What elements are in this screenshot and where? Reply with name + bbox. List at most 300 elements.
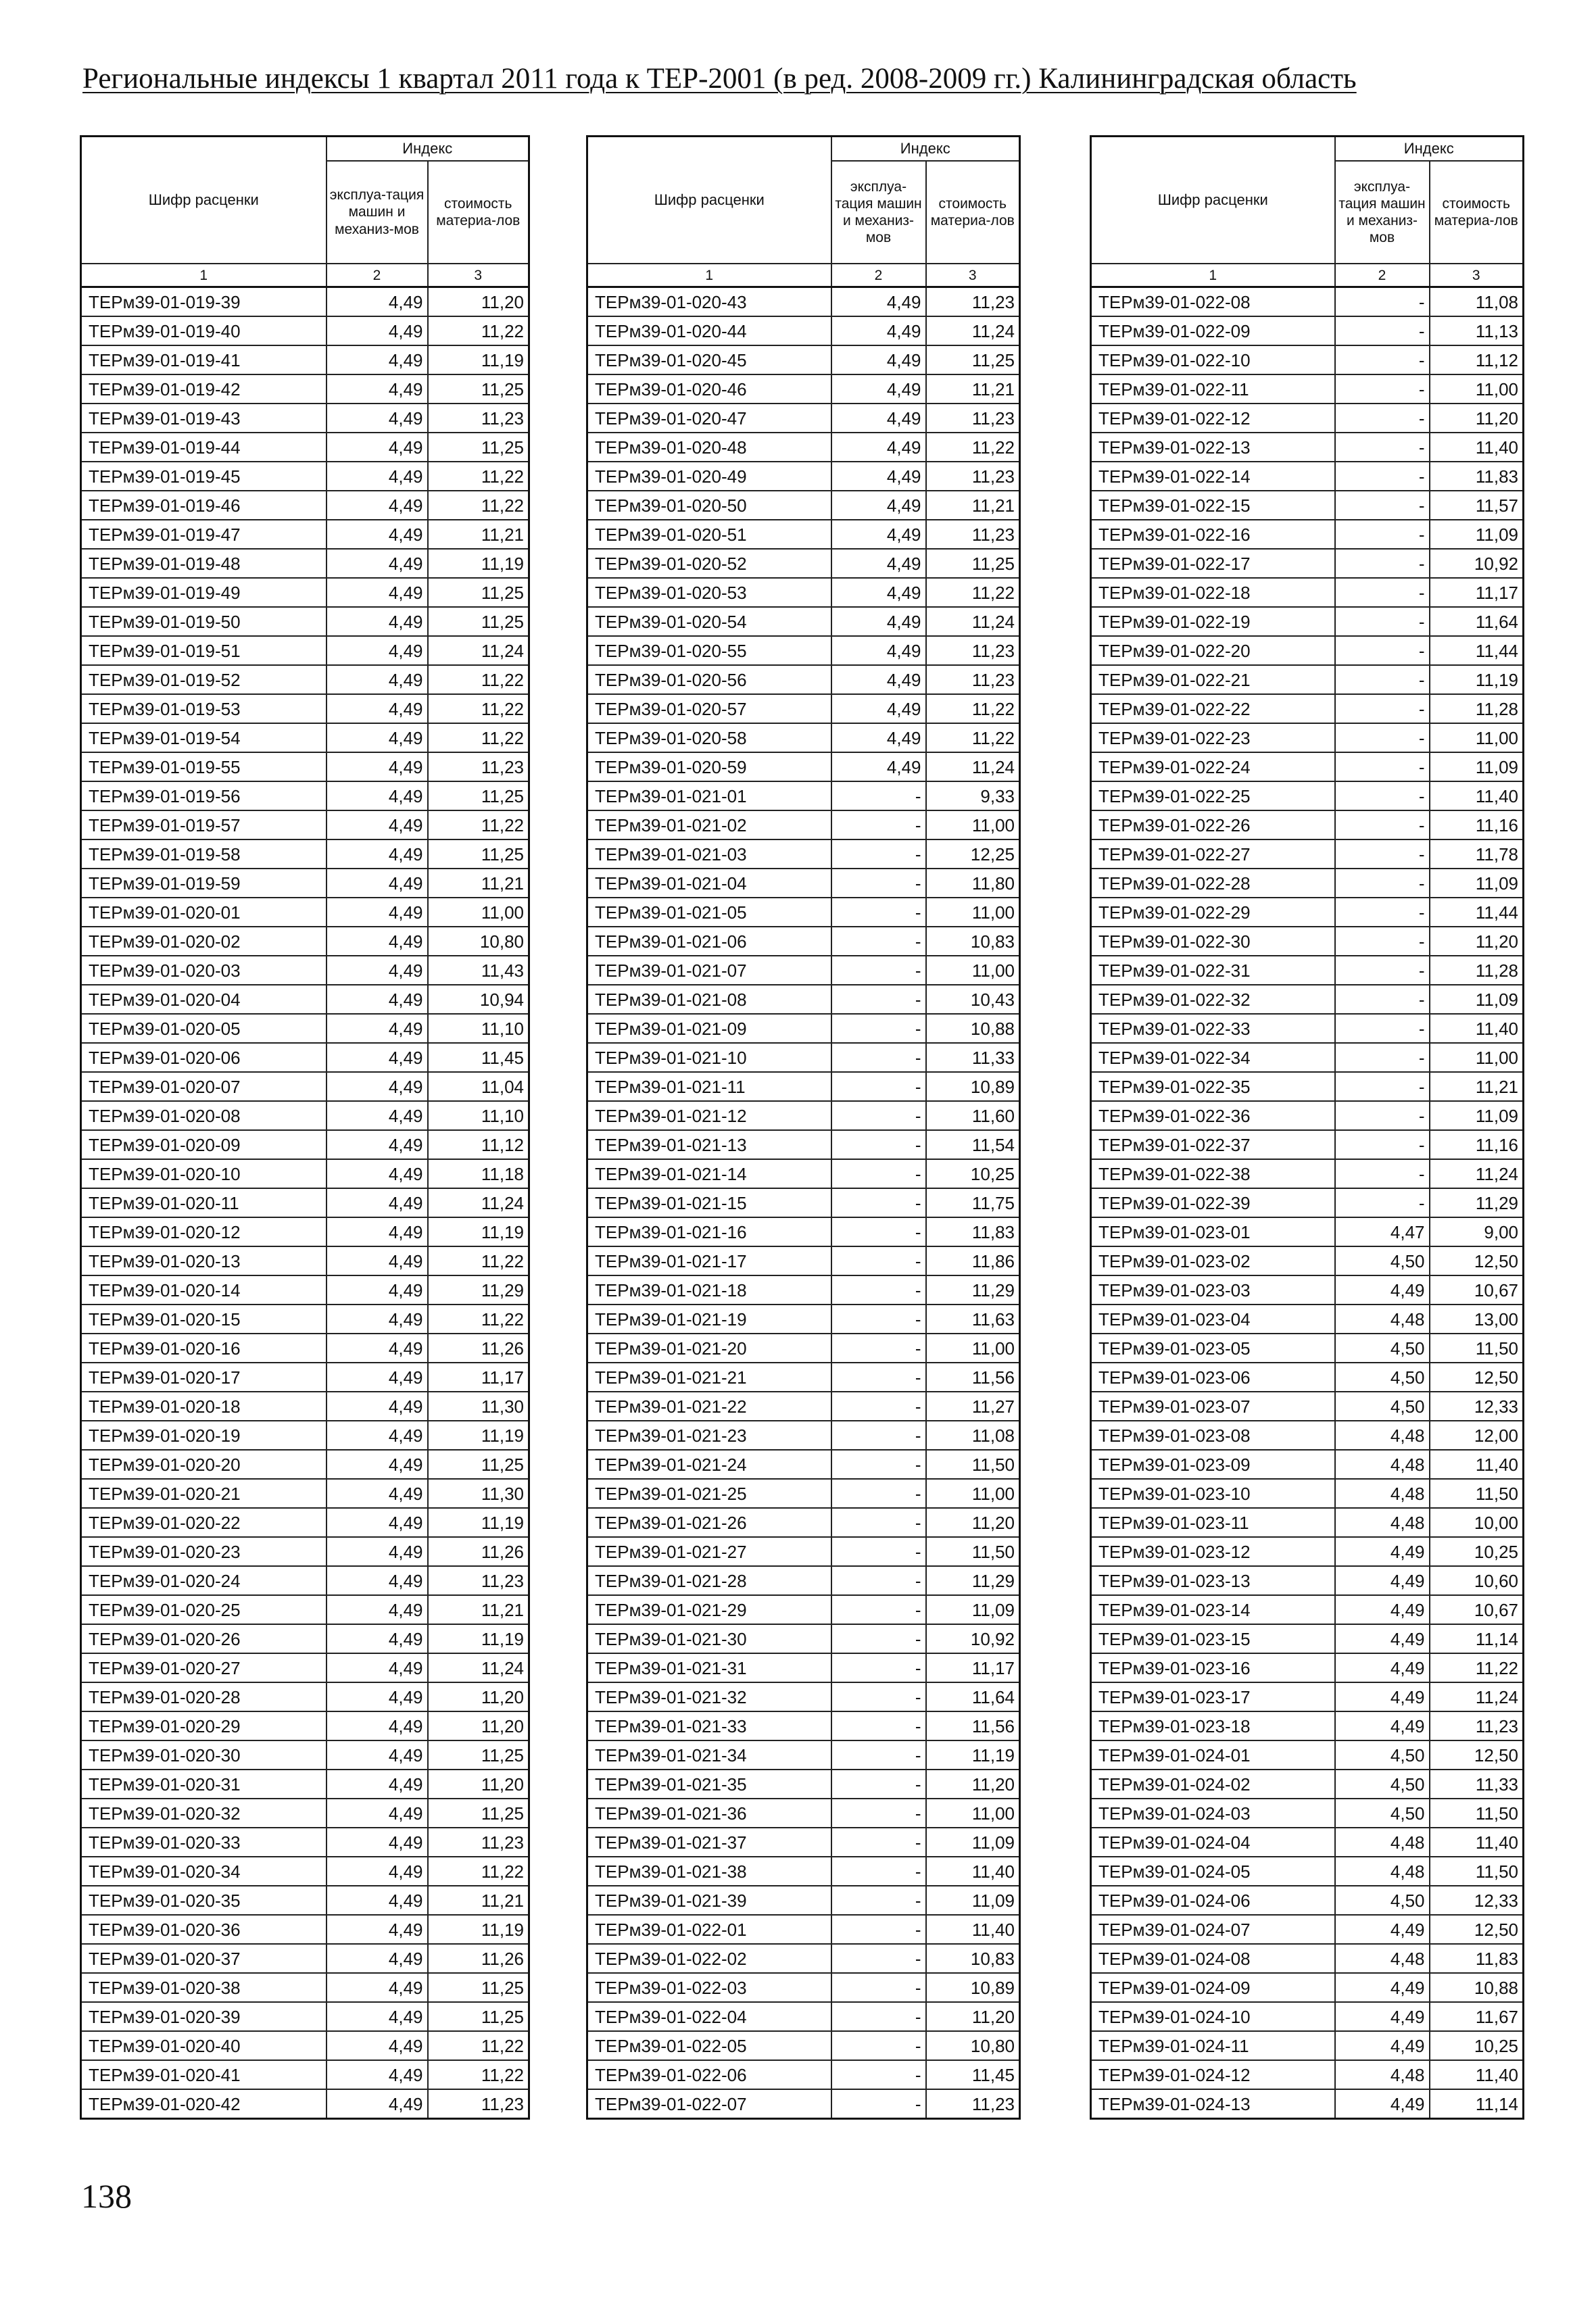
table-row bbox=[587, 404, 1020, 433]
rate-code-cell: ТЕРм39-01-019-39 bbox=[81, 287, 327, 317]
machine-index-cell: 4,49 bbox=[1335, 1973, 1430, 2002]
machine-index-cell: 4,49 bbox=[327, 433, 428, 462]
rate-code-cell: ТЕРм39-01-020-21 bbox=[81, 1479, 327, 1508]
rate-code-cell: ТЕРм39-01-023-15 bbox=[1091, 1624, 1335, 1653]
table-row bbox=[1091, 694, 1524, 723]
rate-code-cell: ТЕРм39-01-019-48 bbox=[81, 549, 327, 578]
rate-code-cell: ТЕРм39-01-022-35 bbox=[1091, 1072, 1335, 1101]
header-col-number: 2 bbox=[831, 264, 926, 287]
table-row bbox=[81, 2031, 529, 2060]
rate-code-cell: ТЕРм39-01-024-07 bbox=[1091, 1915, 1335, 1944]
material-index-cell: 11,45 bbox=[926, 2060, 1020, 2089]
machine-index-cell: - bbox=[1335, 1072, 1430, 1101]
rate-code-cell: ТЕРм39-01-019-53 bbox=[81, 694, 327, 723]
rate-code-cell: ТЕРм39-01-021-08 bbox=[587, 985, 831, 1014]
rate-code-cell: ТЕРм39-01-020-05 bbox=[81, 1014, 327, 1043]
rate-code-cell: ТЕРм39-01-022-39 bbox=[1091, 1188, 1335, 1217]
table-row bbox=[81, 839, 529, 869]
rate-code-cell: ТЕРм39-01-020-20 bbox=[81, 1450, 327, 1479]
material-index-cell: 12,00 bbox=[1430, 1421, 1524, 1450]
machine-index-cell: - bbox=[1335, 374, 1430, 404]
table-row bbox=[587, 1595, 1020, 1624]
rate-code-cell: ТЕРм39-01-020-48 bbox=[587, 433, 831, 462]
material-index-cell: 11,86 bbox=[926, 1246, 1020, 1275]
material-index-cell: 11,40 bbox=[1430, 1014, 1524, 1043]
table-row bbox=[1091, 1944, 1524, 1973]
table-row bbox=[1091, 1682, 1524, 1711]
machine-index-cell: 4,50 bbox=[1335, 1886, 1430, 1915]
machine-index-cell: 4,49 bbox=[1335, 1566, 1430, 1595]
table-row bbox=[81, 1334, 529, 1363]
material-index-cell: 11,25 bbox=[428, 607, 529, 636]
rate-code-cell: ТЕРм39-01-020-11 bbox=[81, 1188, 327, 1217]
header-index: Индекс bbox=[831, 137, 1020, 162]
material-index-cell: 10,80 bbox=[428, 927, 529, 956]
table-row bbox=[81, 2060, 529, 2089]
material-index-cell: 11,08 bbox=[926, 1421, 1020, 1450]
rate-code-cell: ТЕРм39-01-022-25 bbox=[1091, 781, 1335, 810]
page-title: Региональные индексы 1 квартал 2011 года к ТЕР-2001 (в ред. 2008-2009 гг.) Калининградская область bbox=[82, 63, 1357, 95]
machine-index-cell: 4,47 bbox=[1335, 1217, 1430, 1246]
machine-index-cell: 4,49 bbox=[327, 1421, 428, 1450]
table-row bbox=[81, 636, 529, 665]
table-row bbox=[587, 1188, 1020, 1217]
table-row bbox=[81, 898, 529, 927]
machine-index-cell: 4,49 bbox=[327, 839, 428, 869]
material-index-cell: 11,22 bbox=[428, 810, 529, 839]
material-index-cell: 11,40 bbox=[1430, 1828, 1524, 1857]
machine-index-cell: - bbox=[831, 985, 926, 1014]
machine-index-cell: 4,49 bbox=[1335, 1537, 1430, 1566]
header-materials: стоимость материа-лов bbox=[926, 161, 1020, 264]
material-index-cell: 11,25 bbox=[428, 1799, 529, 1828]
machine-index-cell: 4,49 bbox=[327, 1246, 428, 1275]
material-index-cell: 11,57 bbox=[1430, 491, 1524, 520]
rate-code-cell: ТЕРм39-01-020-31 bbox=[81, 1770, 327, 1799]
machine-index-cell: 4,49 bbox=[1335, 2089, 1430, 2119]
rate-code-cell: ТЕРм39-01-019-46 bbox=[81, 491, 327, 520]
machine-index-cell: 4,49 bbox=[327, 1740, 428, 1770]
machine-index-cell: - bbox=[1335, 869, 1430, 898]
machine-index-cell: 4,49 bbox=[327, 1653, 428, 1682]
material-index-cell: 11,22 bbox=[428, 1857, 529, 1886]
table-row bbox=[81, 752, 529, 781]
table-row bbox=[81, 316, 529, 345]
material-index-cell: 11,21 bbox=[926, 491, 1020, 520]
table-row bbox=[1091, 1711, 1524, 1740]
machine-index-cell: 4,48 bbox=[1335, 1305, 1430, 1334]
rate-code-cell: ТЕРм39-01-020-33 bbox=[81, 1828, 327, 1857]
machine-index-cell: - bbox=[831, 1973, 926, 2002]
rate-code-cell: ТЕРм39-01-020-51 bbox=[587, 520, 831, 549]
machine-index-cell: 4,49 bbox=[327, 1275, 428, 1305]
material-index-cell: 11,50 bbox=[926, 1450, 1020, 1479]
machine-index-cell: 4,49 bbox=[327, 1770, 428, 1799]
material-index-cell: 9,33 bbox=[926, 781, 1020, 810]
rate-code-cell: ТЕРм39-01-020-23 bbox=[81, 1537, 327, 1566]
table-row bbox=[587, 1508, 1020, 1537]
material-index-cell: 11,19 bbox=[428, 1217, 529, 1246]
header-col-number: 2 bbox=[327, 264, 428, 287]
rate-code-cell: ТЕРм39-01-021-35 bbox=[587, 1770, 831, 1799]
material-index-cell: 11,64 bbox=[1430, 607, 1524, 636]
machine-index-cell: 4,49 bbox=[327, 1392, 428, 1421]
rate-code-cell: ТЕРм39-01-021-16 bbox=[587, 1217, 831, 1246]
material-index-cell: 11,40 bbox=[926, 1915, 1020, 1944]
index-table-1 bbox=[80, 135, 530, 2120]
rate-code-cell: ТЕРм39-01-021-01 bbox=[587, 781, 831, 810]
machine-index-cell: 4,49 bbox=[327, 956, 428, 985]
table-row bbox=[587, 1450, 1020, 1479]
table-row bbox=[81, 1653, 529, 1682]
material-index-cell: 10,88 bbox=[926, 1014, 1020, 1043]
table-row bbox=[1091, 1159, 1524, 1188]
table-row bbox=[81, 985, 529, 1014]
machine-index-cell: 4,49 bbox=[327, 2002, 428, 2031]
machine-index-cell: 4,49 bbox=[327, 2031, 428, 2060]
material-index-cell: 11,40 bbox=[1430, 781, 1524, 810]
table-row bbox=[1091, 1072, 1524, 1101]
rate-code-cell: ТЕРм39-01-022-19 bbox=[1091, 607, 1335, 636]
rate-code-cell: ТЕРм39-01-022-16 bbox=[1091, 520, 1335, 549]
material-index-cell: 11,21 bbox=[1430, 1072, 1524, 1101]
material-index-cell: 11,04 bbox=[428, 1072, 529, 1101]
rate-code-cell: ТЕРм39-01-022-21 bbox=[1091, 665, 1335, 694]
material-index-cell: 11,23 bbox=[428, 1828, 529, 1857]
machine-index-cell: 4,49 bbox=[831, 433, 926, 462]
machine-index-cell: 4,48 bbox=[1335, 1944, 1430, 1973]
rate-code-cell: ТЕРм39-01-021-07 bbox=[587, 956, 831, 985]
table-row bbox=[81, 1392, 529, 1421]
rate-code-cell: ТЕРм39-01-020-15 bbox=[81, 1305, 327, 1334]
machine-index-cell: - bbox=[1335, 433, 1430, 462]
header-code: Шифр расценки bbox=[1091, 137, 1335, 264]
header-col-number: 3 bbox=[1430, 264, 1524, 287]
machine-index-cell: 4,49 bbox=[327, 1217, 428, 1246]
table-row bbox=[1091, 607, 1524, 636]
material-index-cell: 11,00 bbox=[1430, 374, 1524, 404]
machine-index-cell: - bbox=[1335, 665, 1430, 694]
material-index-cell: 11,23 bbox=[926, 462, 1020, 491]
material-index-cell: 11,26 bbox=[428, 1537, 529, 1566]
machine-index-cell: 4,49 bbox=[327, 1915, 428, 1944]
table-row bbox=[1091, 1363, 1524, 1392]
material-index-cell: 11,24 bbox=[926, 752, 1020, 781]
header-col-number: 1 bbox=[81, 264, 327, 287]
machine-index-cell: 4,49 bbox=[327, 404, 428, 433]
machine-index-cell: 4,48 bbox=[1335, 1450, 1430, 1479]
table-row bbox=[587, 1653, 1020, 1682]
rate-code-cell: ТЕРм39-01-021-22 bbox=[587, 1392, 831, 1421]
rate-code-cell: ТЕРм39-01-022-09 bbox=[1091, 316, 1335, 345]
table-row bbox=[81, 1421, 529, 1450]
machine-index-cell: 4,49 bbox=[327, 1944, 428, 1973]
machine-index-cell: - bbox=[1335, 462, 1430, 491]
material-index-cell: 11,60 bbox=[926, 1101, 1020, 1130]
material-index-cell: 11,12 bbox=[1430, 345, 1524, 374]
machine-index-cell: - bbox=[831, 1014, 926, 1043]
table-row bbox=[81, 927, 529, 956]
material-index-cell: 11,24 bbox=[926, 316, 1020, 345]
rate-code-cell: ТЕРм39-01-019-58 bbox=[81, 839, 327, 869]
rate-code-cell: ТЕРм39-01-021-09 bbox=[587, 1014, 831, 1043]
rate-code-cell: ТЕРм39-01-021-20 bbox=[587, 1334, 831, 1363]
machine-index-cell: - bbox=[831, 2002, 926, 2031]
table-row bbox=[587, 1828, 1020, 1857]
rate-code-cell: ТЕРм39-01-022-17 bbox=[1091, 549, 1335, 578]
rate-code-cell: ТЕРм39-01-020-38 bbox=[81, 1973, 327, 2002]
rate-code-cell: ТЕРм39-01-021-06 bbox=[587, 927, 831, 956]
material-index-cell: 11,29 bbox=[926, 1275, 1020, 1305]
table-row bbox=[587, 752, 1020, 781]
rate-code-cell: ТЕРм39-01-023-10 bbox=[1091, 1479, 1335, 1508]
material-index-cell: 11,10 bbox=[428, 1101, 529, 1130]
table-row bbox=[81, 1130, 529, 1159]
table-row bbox=[81, 1624, 529, 1653]
machine-index-cell: - bbox=[831, 1305, 926, 1334]
material-index-cell: 11,23 bbox=[428, 404, 529, 433]
rate-code-cell: ТЕРм39-01-022-30 bbox=[1091, 927, 1335, 956]
table-row bbox=[1091, 1421, 1524, 1450]
table-row bbox=[81, 1479, 529, 1508]
machine-index-cell: 4,49 bbox=[327, 287, 428, 317]
table-row bbox=[81, 1101, 529, 1130]
material-index-cell: 11,23 bbox=[926, 665, 1020, 694]
material-index-cell: 10,60 bbox=[1430, 1566, 1524, 1595]
machine-index-cell: 4,49 bbox=[831, 374, 926, 404]
table-row bbox=[587, 1770, 1020, 1799]
table-row bbox=[587, 1740, 1020, 1770]
material-index-cell: 11,19 bbox=[428, 1915, 529, 1944]
table-row bbox=[1091, 520, 1524, 549]
table-row bbox=[1091, 1217, 1524, 1246]
rate-code-cell: ТЕРм39-01-020-27 bbox=[81, 1653, 327, 1682]
table-row bbox=[81, 781, 529, 810]
rate-code-cell: ТЕРм39-01-023-16 bbox=[1091, 1653, 1335, 1682]
material-index-cell: 11,21 bbox=[428, 1595, 529, 1624]
table-row bbox=[81, 374, 529, 404]
rate-code-cell: ТЕРм39-01-019-40 bbox=[81, 316, 327, 345]
material-index-cell: 11,00 bbox=[926, 810, 1020, 839]
machine-index-cell: 4,49 bbox=[327, 1188, 428, 1217]
rate-code-cell: ТЕРм39-01-020-49 bbox=[587, 462, 831, 491]
material-index-cell: 11,25 bbox=[926, 345, 1020, 374]
table-body bbox=[81, 287, 529, 2119]
table-row bbox=[1091, 1392, 1524, 1421]
table-row bbox=[1091, 316, 1524, 345]
machine-index-cell: - bbox=[1335, 1159, 1430, 1188]
material-index-cell: 11,00 bbox=[926, 1479, 1020, 1508]
table-row bbox=[1091, 1740, 1524, 1770]
table-row bbox=[587, 1275, 1020, 1305]
machine-index-cell: - bbox=[1335, 1188, 1430, 1217]
table-row bbox=[1091, 1886, 1524, 1915]
material-index-cell: 11,25 bbox=[428, 839, 529, 869]
material-index-cell: 11,20 bbox=[926, 1508, 1020, 1537]
material-index-cell: 11,63 bbox=[926, 1305, 1020, 1334]
machine-index-cell: - bbox=[831, 1043, 926, 1072]
rate-code-cell: ТЕРм39-01-019-50 bbox=[81, 607, 327, 636]
machine-index-cell: - bbox=[831, 898, 926, 927]
machine-index-cell: - bbox=[1335, 810, 1430, 839]
rate-code-cell: ТЕРм39-01-020-07 bbox=[81, 1072, 327, 1101]
table-row bbox=[81, 694, 529, 723]
rate-code-cell: ТЕРм39-01-019-57 bbox=[81, 810, 327, 839]
machine-index-cell: 4,49 bbox=[1335, 1624, 1430, 1653]
material-index-cell: 11,22 bbox=[926, 578, 1020, 607]
rate-code-cell: ТЕРм39-01-022-37 bbox=[1091, 1130, 1335, 1159]
page-number: 138 bbox=[81, 2177, 132, 2215]
machine-index-cell: - bbox=[1335, 752, 1430, 781]
rate-code-cell: ТЕРм39-01-022-14 bbox=[1091, 462, 1335, 491]
table-row bbox=[1091, 1537, 1524, 1566]
rate-code-cell: ТЕРм39-01-021-28 bbox=[587, 1566, 831, 1595]
table-row bbox=[1091, 1828, 1524, 1857]
machine-index-cell: - bbox=[831, 1799, 926, 1828]
table-row bbox=[1091, 1014, 1524, 1043]
table-row bbox=[1091, 839, 1524, 869]
table-row bbox=[81, 810, 529, 839]
table-row bbox=[1091, 1101, 1524, 1130]
table-row bbox=[587, 520, 1020, 549]
material-index-cell: 11,30 bbox=[428, 1392, 529, 1421]
material-index-cell: 11,29 bbox=[1430, 1188, 1524, 1217]
machine-index-cell: - bbox=[831, 869, 926, 898]
rate-code-cell: ТЕРм39-01-021-38 bbox=[587, 1857, 831, 1886]
machine-index-cell: 4,49 bbox=[831, 694, 926, 723]
material-index-cell: 11,25 bbox=[428, 374, 529, 404]
material-index-cell: 11,25 bbox=[428, 1740, 529, 1770]
material-index-cell: 11,50 bbox=[926, 1537, 1020, 1566]
table-row bbox=[587, 723, 1020, 752]
table-row bbox=[81, 1886, 529, 1915]
rate-code-cell: ТЕРм39-01-019-54 bbox=[81, 723, 327, 752]
material-index-cell: 10,88 bbox=[1430, 1973, 1524, 2002]
material-index-cell: 11,16 bbox=[1430, 810, 1524, 839]
rate-code-cell: ТЕРм39-01-021-03 bbox=[587, 839, 831, 869]
table-row bbox=[1091, 1799, 1524, 1828]
machine-index-cell: - bbox=[831, 1740, 926, 1770]
material-index-cell: 11,22 bbox=[428, 1246, 529, 1275]
material-index-cell: 11,33 bbox=[1430, 1770, 1524, 1799]
machine-index-cell: 4,50 bbox=[1335, 1740, 1430, 1770]
material-index-cell: 10,83 bbox=[926, 927, 1020, 956]
machine-index-cell: 4,49 bbox=[831, 316, 926, 345]
rate-code-cell: ТЕРм39-01-022-10 bbox=[1091, 345, 1335, 374]
machine-index-cell: - bbox=[1335, 927, 1430, 956]
table-row bbox=[587, 1944, 1020, 1973]
table-body bbox=[587, 287, 1020, 2119]
machine-index-cell: 4,48 bbox=[1335, 1421, 1430, 1450]
machine-index-cell: 4,49 bbox=[327, 1537, 428, 1566]
table-row bbox=[587, 839, 1020, 869]
table-row bbox=[587, 374, 1020, 404]
material-index-cell: 11,08 bbox=[1430, 287, 1524, 317]
material-index-cell: 11,28 bbox=[1430, 694, 1524, 723]
machine-index-cell: 4,48 bbox=[1335, 1828, 1430, 1857]
material-index-cell: 11,09 bbox=[1430, 869, 1524, 898]
rate-code-cell: ТЕРм39-01-019-42 bbox=[81, 374, 327, 404]
table-row bbox=[1091, 781, 1524, 810]
material-index-cell: 11,44 bbox=[1430, 898, 1524, 927]
machine-index-cell: - bbox=[1335, 345, 1430, 374]
material-index-cell: 11,27 bbox=[926, 1392, 1020, 1421]
rate-code-cell: ТЕРм39-01-019-45 bbox=[81, 462, 327, 491]
table-row bbox=[81, 1973, 529, 2002]
machine-index-cell: - bbox=[831, 1682, 926, 1711]
table-row bbox=[587, 2031, 1020, 2060]
material-index-cell: 11,19 bbox=[926, 1740, 1020, 1770]
rate-code-cell: ТЕРм39-01-021-37 bbox=[587, 1828, 831, 1857]
table-row bbox=[587, 1363, 1020, 1392]
rate-code-cell: ТЕРм39-01-020-55 bbox=[587, 636, 831, 665]
rate-code-cell: ТЕРм39-01-022-03 bbox=[587, 1973, 831, 2002]
rate-code-cell: ТЕРм39-01-022-36 bbox=[1091, 1101, 1335, 1130]
rate-code-cell: ТЕРм39-01-024-06 bbox=[1091, 1886, 1335, 1915]
header-machines: эксплуа-тация машин и механиз-мов bbox=[831, 161, 926, 264]
material-index-cell: 11,25 bbox=[428, 1973, 529, 2002]
material-index-cell: 11,00 bbox=[1430, 1043, 1524, 1072]
index-table-2 bbox=[586, 135, 1021, 2120]
material-index-cell: 10,94 bbox=[428, 985, 529, 1014]
table-row bbox=[587, 1857, 1020, 1886]
table-row bbox=[587, 1130, 1020, 1159]
table-row bbox=[1091, 2031, 1524, 2060]
table-row bbox=[81, 1857, 529, 1886]
rate-code-cell: ТЕРм39-01-021-17 bbox=[587, 1246, 831, 1275]
rate-code-cell: ТЕРм39-01-019-55 bbox=[81, 752, 327, 781]
rate-code-cell: ТЕРм39-01-024-10 bbox=[1091, 2002, 1335, 2031]
machine-index-cell: - bbox=[1335, 607, 1430, 636]
rate-code-cell: ТЕРм39-01-020-43 bbox=[587, 287, 831, 317]
machine-index-cell: 4,49 bbox=[327, 1595, 428, 1624]
rate-code-cell: ТЕРм39-01-020-58 bbox=[587, 723, 831, 752]
table-row bbox=[587, 491, 1020, 520]
table-row bbox=[1091, 1188, 1524, 1217]
material-index-cell: 11,24 bbox=[926, 607, 1020, 636]
material-index-cell: 11,09 bbox=[926, 1886, 1020, 1915]
rate-code-cell: ТЕРм39-01-020-18 bbox=[81, 1392, 327, 1421]
machine-index-cell: 4,49 bbox=[327, 549, 428, 578]
material-index-cell: 11,40 bbox=[1430, 2060, 1524, 2089]
rate-code-cell: ТЕРм39-01-021-19 bbox=[587, 1305, 831, 1334]
table-row bbox=[1091, 1450, 1524, 1479]
machine-index-cell: - bbox=[831, 927, 926, 956]
rate-code-cell: ТЕРм39-01-021-24 bbox=[587, 1450, 831, 1479]
header-machines: эксплуа-тация машин и механиз-мов bbox=[327, 161, 428, 264]
material-index-cell: 12,25 bbox=[926, 839, 1020, 869]
machine-index-cell: - bbox=[1335, 316, 1430, 345]
material-index-cell: 11,50 bbox=[1430, 1857, 1524, 1886]
machine-index-cell: - bbox=[1335, 491, 1430, 520]
table-row bbox=[587, 345, 1020, 374]
table-row bbox=[1091, 956, 1524, 985]
table-row bbox=[81, 1537, 529, 1566]
material-index-cell: 11,09 bbox=[926, 1828, 1020, 1857]
machine-index-cell: 4,49 bbox=[831, 404, 926, 433]
machine-index-cell: 4,49 bbox=[327, 1072, 428, 1101]
table-row bbox=[1091, 1479, 1524, 1508]
rate-code-cell: ТЕРм39-01-021-29 bbox=[587, 1595, 831, 1624]
machine-index-cell: - bbox=[831, 2031, 926, 2060]
rate-code-cell: ТЕРм39-01-019-41 bbox=[81, 345, 327, 374]
table-row bbox=[1091, 1973, 1524, 2002]
rate-code-cell: ТЕРм39-01-019-44 bbox=[81, 433, 327, 462]
table-row bbox=[587, 1392, 1020, 1421]
material-index-cell: 11,23 bbox=[1430, 1711, 1524, 1740]
material-index-cell: 11,20 bbox=[1430, 927, 1524, 956]
table-row bbox=[587, 549, 1020, 578]
